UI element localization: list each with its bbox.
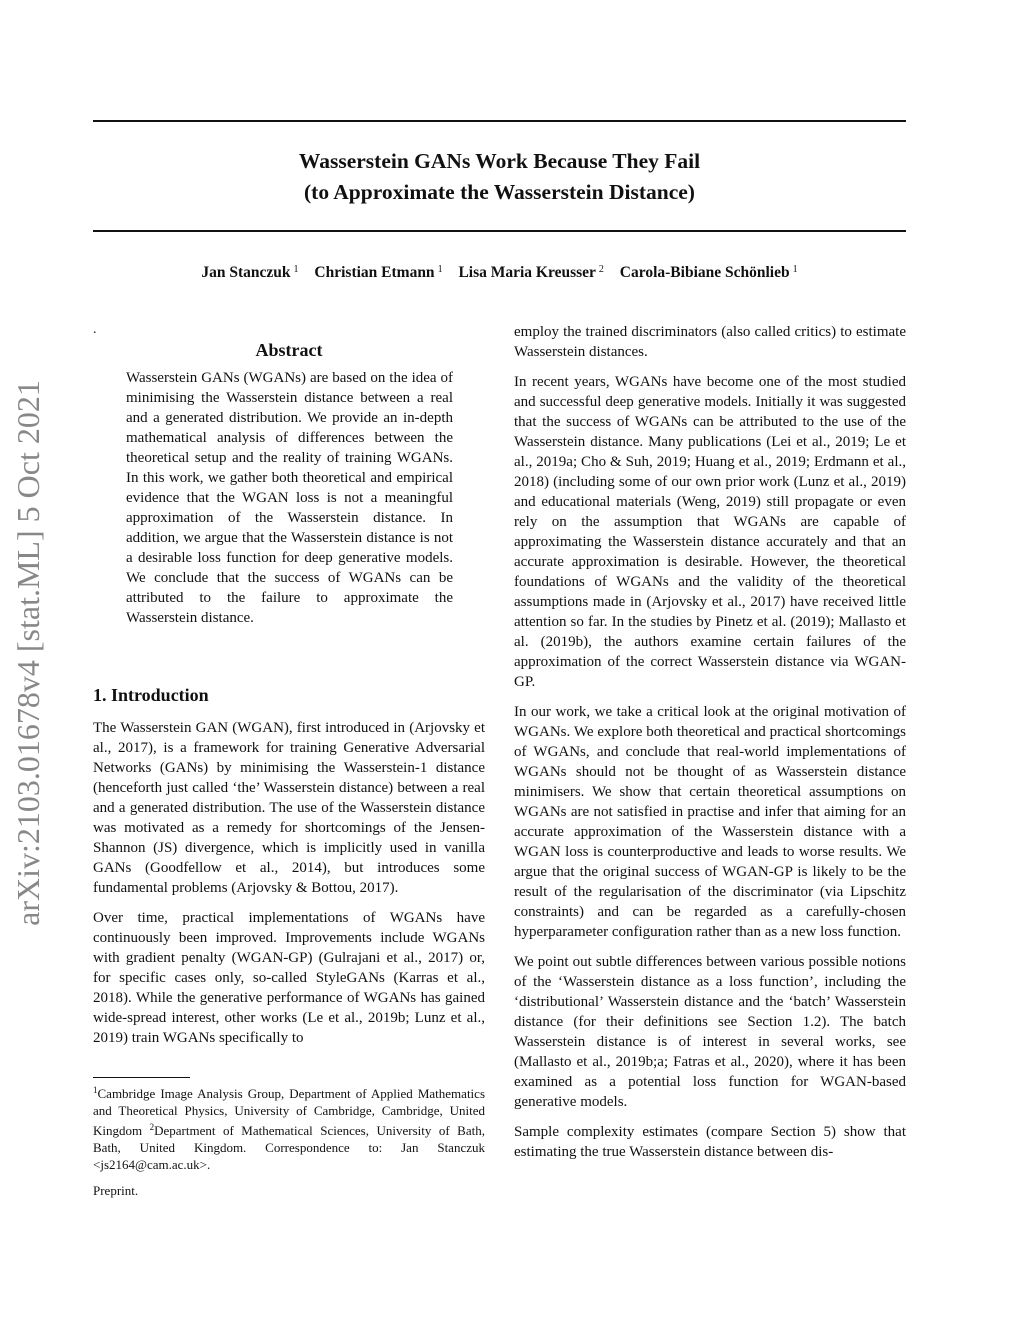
footnote-rule <box>93 1077 190 1078</box>
paragraph: In recent years, WGANs have become one of the most studied and successful deep generative models. Initially it was suggested that the success of WGANs can be attributed to the use of the Wasserstein distance. Many publications (Lei et al., 2019; Le et al., 2019a; Cho & Suh, 2019; Huang et al., 2019; Erdmann et al., 2018) (including some of our own prior work (Lunz et al., 2019) and educational materials (Weng, 2019) still propagate or even rely on the assumption that WGANs are capable of approximating the Wasserstein distance accurately and that an accurate approximation is desirable. However, the theoretical foundations of WGANs and the validity of the theoretical assumptions made in (Arjovsky et al., 2017) have received little attention so far. In the studies by Pinetz et al. (2019); Mallasto et al. (2019b), the authors examine certain failures of the approximation of the correct Wasserstein distance via WGAN-GP. <box>514 374 906 690</box>
right-column <box>514 322 906 1172</box>
title-bottom-rule <box>93 230 906 232</box>
author: Lisa Maria Kreusser $^2$ <box>458 264 604 281</box>
author: Jan Stanczuk $^1$ <box>201 264 299 281</box>
author: Carola-Bibiane Schönlieb $^1$ <box>619 264 798 281</box>
footnote: $^1$Cambridge Image Analysis Group, Department of Applied Mathematics and Theoretical Physics, University of Cambridge, Cambridge, United Kingdom $^2$Department of Mathematical Sciences, University of Bath, Bath, United Kingdom. Correspondence to: Jan Stanczuk <js2164@cam.ac.uk>. <box>93 1085 485 1172</box>
paragraph: In our work, we take a critical look at the original motivation of WGANs. We explore both theoretical and practical shortcomings of WGANs, and conclude that real-world implementations of WGANs should not be thought of as Wasserstein distance minimisers. We show that certain theoretical assumptions on WGANs are not satisfied in practise and infer that aiming for an accurate approximation of the Wasserstein distance with a WGAN loss is counterproductive and leads to worse results. We argue that the original success of WGAN-GP is likely to be the result of the regularisation of the discriminator (via Lipschitz constraints) and can be regarded as a carefully-chosen hyperparameter configuration rather than as a new loss function. <box>514 704 906 940</box>
arxiv-side-label: arXiv:2103.01678v4 [stat.ML] 5 Oct 2021 <box>10 380 46 926</box>
abstract-text: Wasserstein GANs (WGANs) are based on the idea of minimising the Wasserstein distance between a real and a generated distribution. We provide an in-depth mathematical analysis of differences between the theoretical setup and the reality of training WGANs. In this work, we gather both theoretical and empirical evidence that the WGAN loss is not a meaningful approximation of the Wasserstein distance. In addition, we argue that the Wasserstein distance is not a desirable loss function for deep generative models. We conclude that the success of WGANs can be attributed to the failure to approximate the Wasserstein distance. <box>126 370 453 626</box>
paragraph: Over time, practical implementations of WGANs have continuously been improved. Improvements include WGANs with gradient penalty (WGAN-GP) (Gulrajani et al., 2017) or, for specific cases only, so-called StyleGANs (Karras et al., 2018). While the generative performance of WGANs has gained wide-spread interest, other works (Le et al., 2019b; Lunz et al., 2019) train WGANs specifically to <box>93 910 485 1046</box>
paragraph: The Wasserstein GAN (WGAN), first introduced in (Arjovsky et al., 2017), is a framework for training Generative Adversarial Networks (GANs) by minimising the Wasserstein-1 distance (henceforth just called ‘the’ Wasserstein distance) between a real and a generated distribution. The use of the Wasserstein distance was motivated as a remedy for shortcomings of the Jensen-Shannon (JS) divergence, which is implicitly used in vanilla GANs (Goodfellow et al., 2014), but introduces some fundamental problems (Arjovsky & Bottou, 2017). <box>93 720 485 896</box>
left-column <box>93 718 485 1058</box>
stray-dot: . <box>93 322 97 337</box>
author: Christian Etmann $^1$ <box>314 264 443 281</box>
top-rule <box>93 120 906 122</box>
paragraph: Sample complexity estimates (compare Section 5) show that estimating the true Wasserstein distance between dis- <box>514 1124 906 1160</box>
title-line-2: (to Approximate the Wasserstein Distance) <box>304 180 695 204</box>
preprint-label: Preprint. <box>93 1183 139 1198</box>
paragraph: We point out subtle differences between various possible notions of the ‘Wasserstein distance as a loss function’, including the ‘distributional’ Wasserstein distance and the ‘batch’ Wasserstein distance (for their definitions see Section 1.2). The batch Wasserstein distance is of interest in several works, see (Mallasto et al., 2019b;a; Fatras et al., 2020), where it has been examined as a potential loss function for WGAN-based generative models. <box>514 954 906 1110</box>
title-line-1: Wasserstein GANs Work Because They Fail <box>298 149 701 173</box>
author-list <box>93 264 906 282</box>
paragraph: employ the trained discriminators (also called critics) to estimate Wasserstein distances. <box>514 324 906 360</box>
abstract-heading: Abstract <box>255 340 323 360</box>
paper-title <box>93 146 906 208</box>
introduction-heading: 1. Introduction <box>93 685 209 705</box>
